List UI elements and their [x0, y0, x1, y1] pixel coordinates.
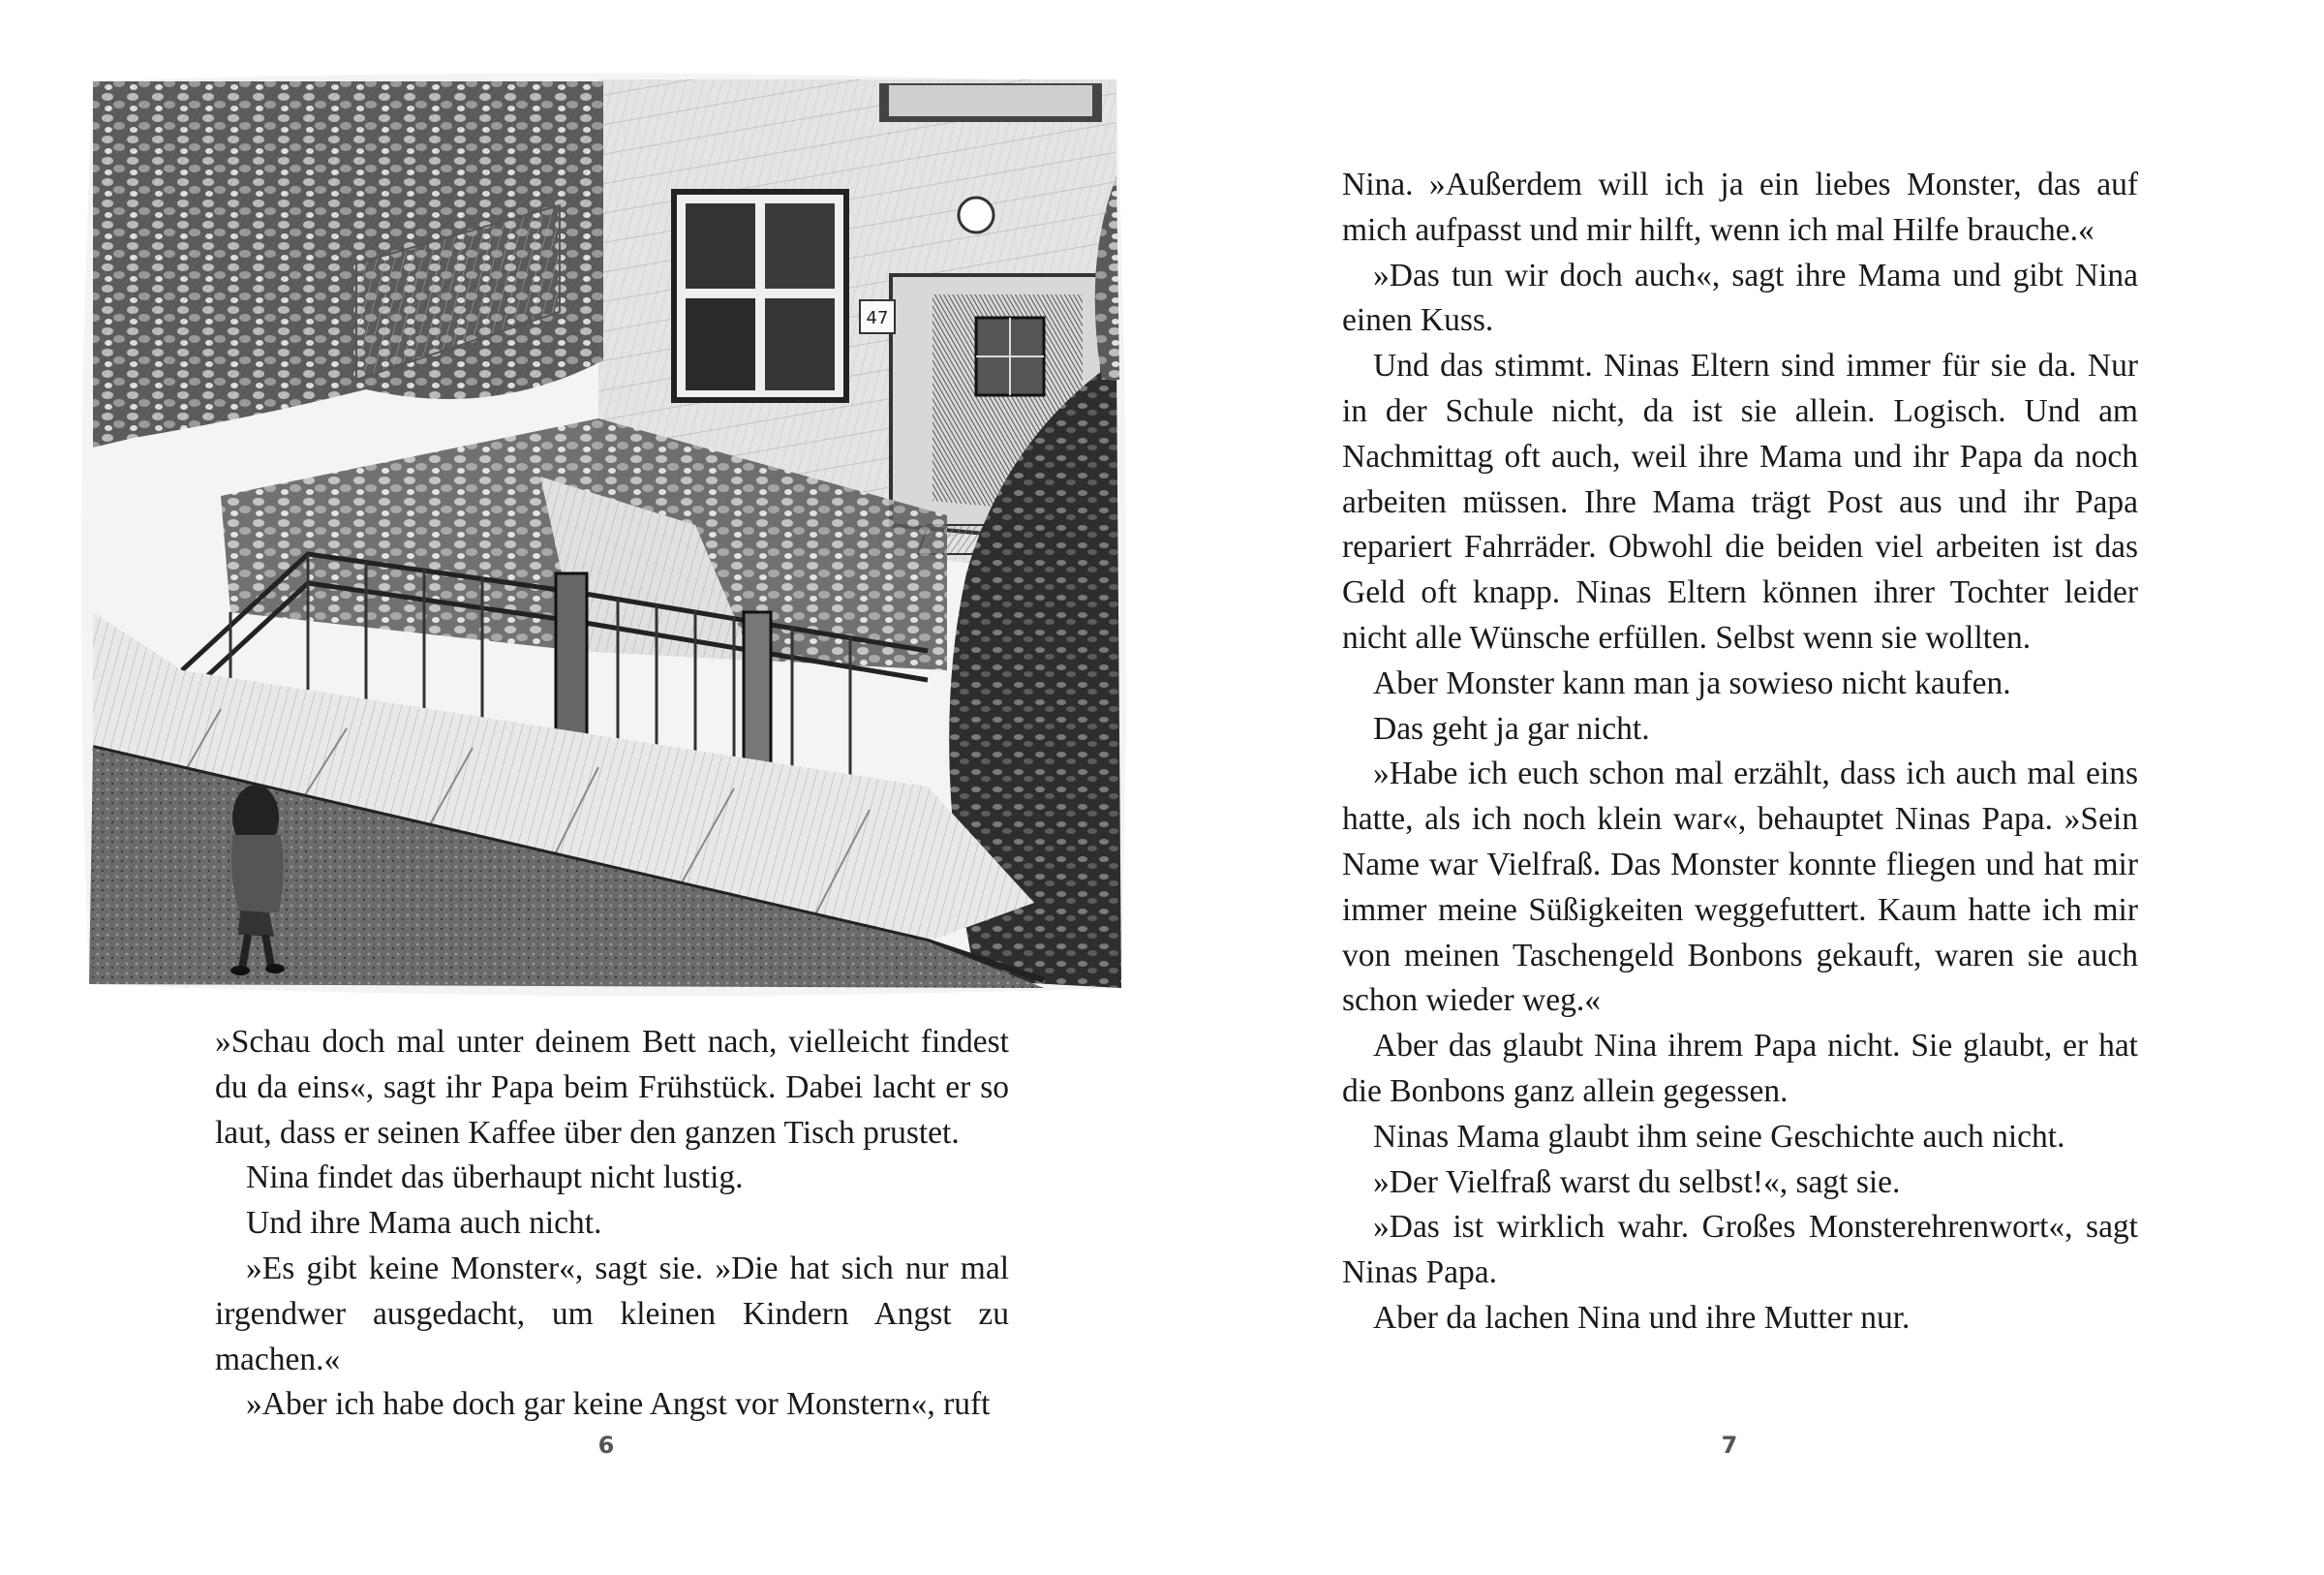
- paragraph: Und das stimmt. Ninas Eltern sind immer für sie da. Nur in der Schule nicht, da ist sie allein. Logisch. Und am Nachmittag oft auch, weil ihre Mama und ihr Papa da noch arbeiten müssen. Ihre Mama trägt Post aus und ihr Papa repariert Fahrräder. Obwohl die beiden viel arbeiten ist das Geld oft knapp. Ninas Eltern können ihrer Tochter leider nicht alle Wünsche erfüllen. Selbst wenn sie wollten.: [1342, 348, 2138, 656]
- lamp-icon: [959, 198, 994, 232]
- paragraph: »Schau doch mal unter deinem Bett nach, vielleicht findest du da eins«, sagt ihr Papa beim Frühstück. Dabei lacht er so laut, dass er seinen Kaffee über den ganzen Tisch prustet.: [215, 1024, 1009, 1151]
- illustration-house-street: [76, 70, 1131, 1000]
- paragraph: »Das ist wirklich wahr. Großes Monsterehrenwort«, sagt Ninas Papa.: [1342, 1209, 2138, 1291]
- paragraph: Und ihre Mama auch nicht.: [246, 1205, 602, 1242]
- paragraph: Nina findet das überhaupt nicht lustig.: [246, 1159, 744, 1196]
- page-number: 7: [1721, 1432, 1738, 1459]
- paragraph: Aber Monster kann man ja sowieso nicht kaufen.: [1373, 664, 2011, 701]
- pencil-sketch: [76, 70, 1131, 1000]
- paragraph: Aber da lachen Nina und ihre Mutter nur.: [1373, 1299, 1911, 1336]
- paragraph: »Der Vielfraß warst du selbst!«, sagt sie.: [1373, 1163, 1901, 1200]
- page-number: 6: [597, 1432, 615, 1459]
- paragraph: Aber das glaubt Nina ihrem Papa nicht. Sie glaubt, er hat die Bonbons ganz allein gegessen.: [1342, 1028, 2138, 1109]
- right-page-text: [1342, 163, 2138, 1342]
- left-page-text: [215, 1020, 1009, 1428]
- paragraph: »Das tun wir doch auch«, sagt ihre Mama und gibt Nina einen Kuss.: [1342, 257, 2138, 339]
- paragraph: »Aber ich habe doch gar keine Angst vor Monstern«, ruft: [246, 1386, 991, 1423]
- house-number: 47: [866, 308, 889, 328]
- paragraph: Ninas Mama glaubt ihm seine Geschichte auch nicht.: [1373, 1118, 2065, 1155]
- paragraph: Nina. »Außerdem will ich ja ein liebes Monster, das auf mich aufpasst und mir hilft, wenn ich mal Hilfe brauche.«: [1342, 167, 2138, 248]
- paragraph: »Es gibt keine Monster«, sagt sie. »Die hat sich nur mal irgendwer ausgedacht, um kleinen Kindern Angst zu machen.«: [215, 1250, 1009, 1377]
- paragraph: »Habe ich euch schon mal erzählt, dass ich auch mal eins hatte, als ich noch klein war«, behauptet Ninas Papa. »Sein Name war Vielfraß. Das Monster konnte fliegen und hat mir immer meine Süßigkeiten weggefuttert. Kaum hatte ich mir von meinen Taschengeld Bonbons gekauft, waren sie auch schon wieder weg.«: [1342, 756, 2138, 1019]
- paragraph: Das geht ja gar nicht.: [1373, 710, 1650, 747]
